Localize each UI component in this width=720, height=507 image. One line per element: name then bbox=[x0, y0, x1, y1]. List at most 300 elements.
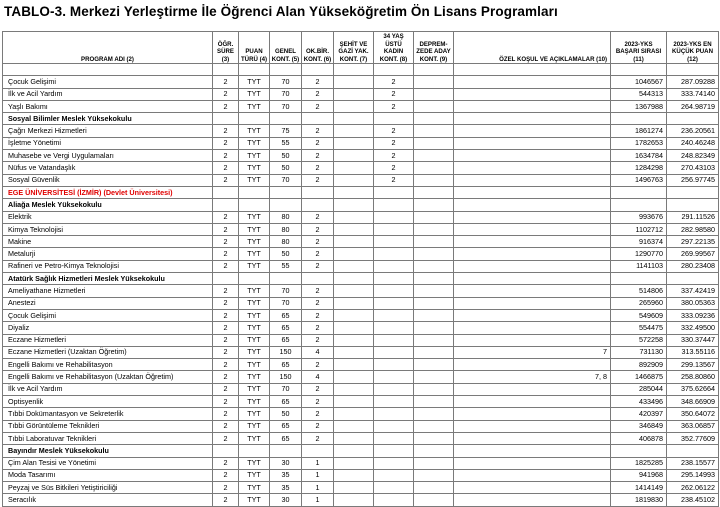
row-kosul bbox=[454, 211, 611, 223]
row-kosul bbox=[454, 223, 611, 235]
row-sure: 2 bbox=[213, 76, 239, 88]
row-kosul bbox=[454, 248, 611, 260]
row-genel-kont: 65 bbox=[270, 359, 302, 371]
row-puan-turu: TYT bbox=[239, 457, 270, 469]
row-kosul bbox=[454, 174, 611, 186]
row-ok-bir-kont: 2 bbox=[302, 408, 334, 420]
row-puan: 270.43103 bbox=[667, 162, 719, 174]
row-kosul: 7, 8 bbox=[454, 371, 611, 383]
row-genel-kont: 70 bbox=[270, 383, 302, 395]
row-ok-bir-kont bbox=[302, 186, 334, 198]
row-kosul bbox=[454, 236, 611, 248]
row-puan: 295.14993 bbox=[667, 469, 719, 481]
row-sehit-kont bbox=[334, 64, 374, 76]
row-kosul bbox=[454, 494, 611, 506]
row-program-name: Tıbbi Dokümantasyon ve Sekreterlik bbox=[3, 408, 213, 420]
row-sure: 2 bbox=[213, 359, 239, 371]
row-program-name: Metalurji bbox=[3, 248, 213, 260]
row-genel-kont: 70 bbox=[270, 285, 302, 297]
row-basari: 1284298 bbox=[611, 162, 667, 174]
row-deprem-kont bbox=[414, 309, 454, 321]
table-body bbox=[3, 64, 719, 507]
row-yas-kont bbox=[374, 494, 414, 506]
row-deprem-kont bbox=[414, 334, 454, 346]
row-puan-turu: TYT bbox=[239, 76, 270, 88]
row-yas-kont bbox=[374, 113, 414, 125]
table-row bbox=[3, 420, 719, 432]
row-puan bbox=[667, 445, 719, 457]
row-genel-kont: 70 bbox=[270, 100, 302, 112]
row-sure bbox=[213, 113, 239, 125]
row-program-name: Engelli Bakımı ve Rehabilitasyon bbox=[3, 359, 213, 371]
row-program-name: Aliağa Meslek Yüksekokulu bbox=[3, 199, 213, 211]
row-ok-bir-kont bbox=[302, 445, 334, 457]
row-sehit-kont bbox=[334, 113, 374, 125]
row-sure: 2 bbox=[213, 211, 239, 223]
row-sure: 2 bbox=[213, 420, 239, 432]
header-puan: 2023-YKS EN KÜÇÜK PUAN (12) bbox=[667, 32, 719, 64]
row-yas-kont bbox=[374, 64, 414, 76]
row-basari bbox=[611, 113, 667, 125]
row-ok-bir-kont bbox=[302, 273, 334, 285]
row-puan-turu bbox=[239, 445, 270, 457]
row-yas-kont bbox=[374, 359, 414, 371]
row-genel-kont: 30 bbox=[270, 494, 302, 506]
row-yas-kont: 2 bbox=[374, 162, 414, 174]
row-yas-kont bbox=[374, 211, 414, 223]
row-puan: 330.37447 bbox=[667, 334, 719, 346]
row-sure bbox=[213, 199, 239, 211]
row-deprem-kont bbox=[414, 76, 454, 88]
row-program-name bbox=[3, 64, 213, 76]
row-yas-kont bbox=[374, 285, 414, 297]
row-program-name: Eczane Hizmetleri bbox=[3, 334, 213, 346]
row-program-name: Muhasebe ve Vergi Uygulamaları bbox=[3, 150, 213, 162]
row-sehit-kont bbox=[334, 137, 374, 149]
row-basari bbox=[611, 445, 667, 457]
row-sure: 2 bbox=[213, 309, 239, 321]
row-puan-turu: TYT bbox=[239, 309, 270, 321]
row-basari: 1496763 bbox=[611, 174, 667, 186]
row-ok-bir-kont: 2 bbox=[302, 396, 334, 408]
row-sehit-kont bbox=[334, 297, 374, 309]
row-sure: 2 bbox=[213, 396, 239, 408]
row-yas-kont bbox=[374, 432, 414, 444]
row-kosul bbox=[454, 322, 611, 334]
row-puan-turu: TYT bbox=[239, 297, 270, 309]
header-sehit-kont: ŞEHİT VE GAZİ YAK. KONT. (7) bbox=[334, 32, 374, 64]
row-puan-turu: TYT bbox=[239, 137, 270, 149]
row-program-name: Nüfus ve Vatandaşlık bbox=[3, 162, 213, 174]
row-basari: 1414149 bbox=[611, 482, 667, 494]
row-sure: 2 bbox=[213, 383, 239, 395]
row-ok-bir-kont: 2 bbox=[302, 100, 334, 112]
row-puan-turu bbox=[239, 199, 270, 211]
row-sehit-kont bbox=[334, 150, 374, 162]
row-kosul bbox=[454, 420, 611, 432]
row-genel-kont: 65 bbox=[270, 334, 302, 346]
row-genel-kont bbox=[270, 186, 302, 198]
row-kosul bbox=[454, 469, 611, 481]
table-row bbox=[3, 174, 719, 186]
row-sure bbox=[213, 273, 239, 285]
row-yas-kont: 2 bbox=[374, 150, 414, 162]
table-row bbox=[3, 88, 719, 100]
row-puan-turu: TYT bbox=[239, 371, 270, 383]
row-puan-turu: TYT bbox=[239, 494, 270, 506]
row-program-name: Atatürk Sağlık Hizmetleri Meslek Yüksekokulu bbox=[3, 273, 213, 285]
row-deprem-kont bbox=[414, 408, 454, 420]
row-deprem-kont bbox=[414, 432, 454, 444]
row-program-name: Çocuk Gelişimi bbox=[3, 76, 213, 88]
row-puan-turu: TYT bbox=[239, 236, 270, 248]
row-program-name: Engelli Bakımı ve Rehabilitasyon (Uzaktan Öğretim) bbox=[3, 371, 213, 383]
row-genel-kont: 35 bbox=[270, 469, 302, 481]
row-yas-kont bbox=[374, 297, 414, 309]
row-yas-kont bbox=[374, 186, 414, 198]
row-genel-kont bbox=[270, 445, 302, 457]
section-row bbox=[3, 273, 719, 285]
blank-row bbox=[3, 64, 719, 76]
row-genel-kont: 150 bbox=[270, 346, 302, 358]
row-kosul bbox=[454, 64, 611, 76]
row-puan-turu: TYT bbox=[239, 285, 270, 297]
row-puan-turu: TYT bbox=[239, 469, 270, 481]
row-yas-kont: 2 bbox=[374, 100, 414, 112]
row-sehit-kont bbox=[334, 371, 374, 383]
row-puan: 262.06122 bbox=[667, 482, 719, 494]
row-yas-kont bbox=[374, 236, 414, 248]
table-row bbox=[3, 137, 719, 149]
table-row bbox=[3, 396, 719, 408]
row-sehit-kont bbox=[334, 186, 374, 198]
row-sure bbox=[213, 445, 239, 457]
row-yas-kont bbox=[374, 309, 414, 321]
row-deprem-kont bbox=[414, 469, 454, 481]
row-sehit-kont bbox=[334, 346, 374, 358]
row-kosul: 7 bbox=[454, 346, 611, 358]
row-deprem-kont bbox=[414, 285, 454, 297]
row-ok-bir-kont: 2 bbox=[302, 420, 334, 432]
row-puan: 332.49500 bbox=[667, 322, 719, 334]
row-program-name: Peyzaj ve Süs Bitkileri Yetiştiriciliği bbox=[3, 482, 213, 494]
row-sure: 2 bbox=[213, 494, 239, 506]
row-basari: 916374 bbox=[611, 236, 667, 248]
row-puan: 333.09236 bbox=[667, 309, 719, 321]
row-basari: 731130 bbox=[611, 346, 667, 358]
row-deprem-kont bbox=[414, 260, 454, 272]
row-yas-kont bbox=[374, 371, 414, 383]
row-deprem-kont bbox=[414, 186, 454, 198]
row-sure: 2 bbox=[213, 334, 239, 346]
row-ok-bir-kont bbox=[302, 64, 334, 76]
row-basari bbox=[611, 64, 667, 76]
row-sehit-kont bbox=[334, 359, 374, 371]
row-program-name: Bayındır Meslek Yüksekokulu bbox=[3, 445, 213, 457]
row-basari: 514806 bbox=[611, 285, 667, 297]
row-ok-bir-kont: 2 bbox=[302, 162, 334, 174]
row-deprem-kont bbox=[414, 482, 454, 494]
row-program-name: Seracılık bbox=[3, 494, 213, 506]
row-ok-bir-kont: 2 bbox=[302, 432, 334, 444]
row-basari: 285044 bbox=[611, 383, 667, 395]
table-row bbox=[3, 334, 719, 346]
row-puan-turu: TYT bbox=[239, 322, 270, 334]
row-basari: 420397 bbox=[611, 408, 667, 420]
row-genel-kont: 35 bbox=[270, 482, 302, 494]
row-ok-bir-kont: 1 bbox=[302, 494, 334, 506]
row-sehit-kont bbox=[334, 383, 374, 395]
row-sure: 2 bbox=[213, 297, 239, 309]
row-puan-turu: TYT bbox=[239, 88, 270, 100]
row-sure: 2 bbox=[213, 150, 239, 162]
row-sure: 2 bbox=[213, 322, 239, 334]
row-kosul bbox=[454, 88, 611, 100]
table-row bbox=[3, 359, 719, 371]
row-basari: 892909 bbox=[611, 359, 667, 371]
table-row bbox=[3, 432, 719, 444]
row-program-name: Makine bbox=[3, 236, 213, 248]
row-program-name: Sosyal Bilimler Meslek Yüksekokulu bbox=[3, 113, 213, 125]
row-deprem-kont bbox=[414, 383, 454, 395]
row-genel-kont: 65 bbox=[270, 309, 302, 321]
row-ok-bir-kont: 2 bbox=[302, 359, 334, 371]
row-yas-kont bbox=[374, 223, 414, 235]
table-row bbox=[3, 150, 719, 162]
row-sehit-kont bbox=[334, 199, 374, 211]
row-deprem-kont bbox=[414, 150, 454, 162]
programs-table bbox=[2, 31, 719, 507]
row-basari: 941968 bbox=[611, 469, 667, 481]
row-kosul bbox=[454, 297, 611, 309]
row-basari: 1634784 bbox=[611, 150, 667, 162]
header-genel-kont: GENEL KONT. (5) bbox=[270, 32, 302, 64]
row-sure: 2 bbox=[213, 285, 239, 297]
row-ok-bir-kont: 2 bbox=[302, 223, 334, 235]
table-row bbox=[3, 223, 719, 235]
row-puan: 363.06857 bbox=[667, 420, 719, 432]
row-basari bbox=[611, 186, 667, 198]
row-ok-bir-kont: 2 bbox=[302, 260, 334, 272]
row-sure: 2 bbox=[213, 88, 239, 100]
row-puan-turu: TYT bbox=[239, 420, 270, 432]
table-row bbox=[3, 322, 719, 334]
row-genel-kont: 50 bbox=[270, 150, 302, 162]
row-kosul bbox=[454, 432, 611, 444]
row-basari: 554475 bbox=[611, 322, 667, 334]
section-row bbox=[3, 113, 719, 125]
row-program-name: Ameliyathane Hizmetleri bbox=[3, 285, 213, 297]
row-sure: 2 bbox=[213, 162, 239, 174]
table-row bbox=[3, 162, 719, 174]
row-puan: 348.66909 bbox=[667, 396, 719, 408]
row-ok-bir-kont: 2 bbox=[302, 76, 334, 88]
row-sehit-kont bbox=[334, 76, 374, 88]
row-kosul bbox=[454, 408, 611, 420]
row-sehit-kont bbox=[334, 420, 374, 432]
row-basari: 406878 bbox=[611, 432, 667, 444]
row-puan: 287.09288 bbox=[667, 76, 719, 88]
row-yas-kont bbox=[374, 334, 414, 346]
row-basari: 1825285 bbox=[611, 457, 667, 469]
row-kosul bbox=[454, 76, 611, 88]
header-sure: ÖĞR. SÜRE (3) bbox=[213, 32, 239, 64]
row-puan: 297.22135 bbox=[667, 236, 719, 248]
row-deprem-kont bbox=[414, 174, 454, 186]
row-puan bbox=[667, 199, 719, 211]
row-puan: 248.82349 bbox=[667, 150, 719, 162]
row-kosul bbox=[454, 457, 611, 469]
row-kosul bbox=[454, 199, 611, 211]
row-deprem-kont bbox=[414, 445, 454, 457]
row-puan-turu: TYT bbox=[239, 432, 270, 444]
row-yas-kont bbox=[374, 457, 414, 469]
row-genel-kont: 30 bbox=[270, 457, 302, 469]
row-ok-bir-kont: 2 bbox=[302, 174, 334, 186]
row-puan: 238.15577 bbox=[667, 457, 719, 469]
row-program-name: Tıbbi Laboratuvar Teknikleri bbox=[3, 432, 213, 444]
row-ok-bir-kont: 2 bbox=[302, 285, 334, 297]
row-sure: 2 bbox=[213, 100, 239, 112]
row-puan: 280.23408 bbox=[667, 260, 719, 272]
row-kosul bbox=[454, 260, 611, 272]
row-genel-kont: 75 bbox=[270, 125, 302, 137]
row-ok-bir-kont: 2 bbox=[302, 150, 334, 162]
row-puan: 299.13567 bbox=[667, 359, 719, 371]
row-deprem-kont bbox=[414, 396, 454, 408]
row-puan-turu: TYT bbox=[239, 150, 270, 162]
row-ok-bir-kont: 2 bbox=[302, 383, 334, 395]
row-deprem-kont bbox=[414, 371, 454, 383]
row-basari: 433496 bbox=[611, 396, 667, 408]
row-kosul bbox=[454, 125, 611, 137]
row-program-name: Optisyenlik bbox=[3, 396, 213, 408]
row-sure: 2 bbox=[213, 260, 239, 272]
section-row bbox=[3, 199, 719, 211]
row-genel-kont: 50 bbox=[270, 248, 302, 260]
row-puan: 350.64072 bbox=[667, 408, 719, 420]
row-sehit-kont bbox=[334, 162, 374, 174]
row-program-name: Rafineri ve Petro-Kimya Teknolojisi bbox=[3, 260, 213, 272]
table-row bbox=[3, 260, 719, 272]
row-deprem-kont bbox=[414, 273, 454, 285]
row-puan: 258.80860 bbox=[667, 371, 719, 383]
row-yas-kont bbox=[374, 273, 414, 285]
row-deprem-kont bbox=[414, 88, 454, 100]
row-genel-kont: 70 bbox=[270, 76, 302, 88]
row-basari: 544313 bbox=[611, 88, 667, 100]
row-kosul bbox=[454, 162, 611, 174]
row-sehit-kont bbox=[334, 408, 374, 420]
row-puan-turu bbox=[239, 186, 270, 198]
row-program-name: Diyaliz bbox=[3, 322, 213, 334]
row-puan-turu: TYT bbox=[239, 162, 270, 174]
row-puan-turu bbox=[239, 64, 270, 76]
university-row bbox=[3, 186, 719, 198]
row-puan: 333.74140 bbox=[667, 88, 719, 100]
row-genel-kont: 150 bbox=[270, 371, 302, 383]
row-yas-kont bbox=[374, 482, 414, 494]
row-program-name: Moda Tasarımı bbox=[3, 469, 213, 481]
row-kosul bbox=[454, 359, 611, 371]
table-row bbox=[3, 76, 719, 88]
row-deprem-kont bbox=[414, 125, 454, 137]
row-genel-kont: 80 bbox=[270, 236, 302, 248]
table-row bbox=[3, 469, 719, 481]
row-sure: 2 bbox=[213, 432, 239, 444]
row-sure: 2 bbox=[213, 482, 239, 494]
row-genel-kont: 50 bbox=[270, 162, 302, 174]
row-puan-turu: TYT bbox=[239, 100, 270, 112]
row-program-name: Tıbbi Görüntüleme Teknikleri bbox=[3, 420, 213, 432]
row-ok-bir-kont: 2 bbox=[302, 125, 334, 137]
row-basari: 1861274 bbox=[611, 125, 667, 137]
table-row bbox=[3, 211, 719, 223]
row-sehit-kont bbox=[334, 100, 374, 112]
row-sehit-kont bbox=[334, 396, 374, 408]
table-row bbox=[3, 248, 719, 260]
row-puan: 256.97745 bbox=[667, 174, 719, 186]
table-row bbox=[3, 457, 719, 469]
row-sure: 2 bbox=[213, 408, 239, 420]
row-yas-kont bbox=[374, 408, 414, 420]
row-puan bbox=[667, 113, 719, 125]
row-program-name: Elektrik bbox=[3, 211, 213, 223]
row-deprem-kont bbox=[414, 346, 454, 358]
row-puan bbox=[667, 273, 719, 285]
row-genel-kont: 80 bbox=[270, 223, 302, 235]
row-puan-turu: TYT bbox=[239, 346, 270, 358]
row-puan: 238.45102 bbox=[667, 494, 719, 506]
row-ok-bir-kont: 2 bbox=[302, 248, 334, 260]
row-genel-kont: 65 bbox=[270, 322, 302, 334]
row-ok-bir-kont: 2 bbox=[302, 309, 334, 321]
row-program-name: Çocuk Gelişimi bbox=[3, 309, 213, 321]
row-puan-turu: TYT bbox=[239, 174, 270, 186]
row-puan-turu: TYT bbox=[239, 396, 270, 408]
row-basari: 1102712 bbox=[611, 223, 667, 235]
row-deprem-kont bbox=[414, 162, 454, 174]
row-genel-kont: 70 bbox=[270, 174, 302, 186]
row-sehit-kont bbox=[334, 285, 374, 297]
row-basari: 346849 bbox=[611, 420, 667, 432]
row-yas-kont: 2 bbox=[374, 125, 414, 137]
row-sehit-kont bbox=[334, 211, 374, 223]
row-puan: 380.05363 bbox=[667, 297, 719, 309]
row-kosul bbox=[454, 383, 611, 395]
row-sehit-kont bbox=[334, 482, 374, 494]
row-yas-kont bbox=[374, 248, 414, 260]
row-genel-kont: 55 bbox=[270, 137, 302, 149]
row-ok-bir-kont: 4 bbox=[302, 346, 334, 358]
row-puan: 375.62664 bbox=[667, 383, 719, 395]
row-basari: 1290770 bbox=[611, 248, 667, 260]
row-deprem-kont bbox=[414, 322, 454, 334]
row-genel-kont: 70 bbox=[270, 297, 302, 309]
row-program-name: İlk ve Acil Yardım bbox=[3, 383, 213, 395]
header-ok-bir-kont: OK.BİR. KONT. (6) bbox=[302, 32, 334, 64]
row-ok-bir-kont: 2 bbox=[302, 211, 334, 223]
row-deprem-kont bbox=[414, 359, 454, 371]
row-sehit-kont bbox=[334, 248, 374, 260]
row-puan: 337.42419 bbox=[667, 285, 719, 297]
row-ok-bir-kont: 1 bbox=[302, 482, 334, 494]
row-puan: 352.77609 bbox=[667, 432, 719, 444]
table-row bbox=[3, 309, 719, 321]
header-yas-kont: 34 YAŞ ÜSTÜ KADIN KONT. (8) bbox=[374, 32, 414, 64]
header-basari: 2023-YKS BAŞARI SIRASI (11) bbox=[611, 32, 667, 64]
row-puan-turu bbox=[239, 113, 270, 125]
